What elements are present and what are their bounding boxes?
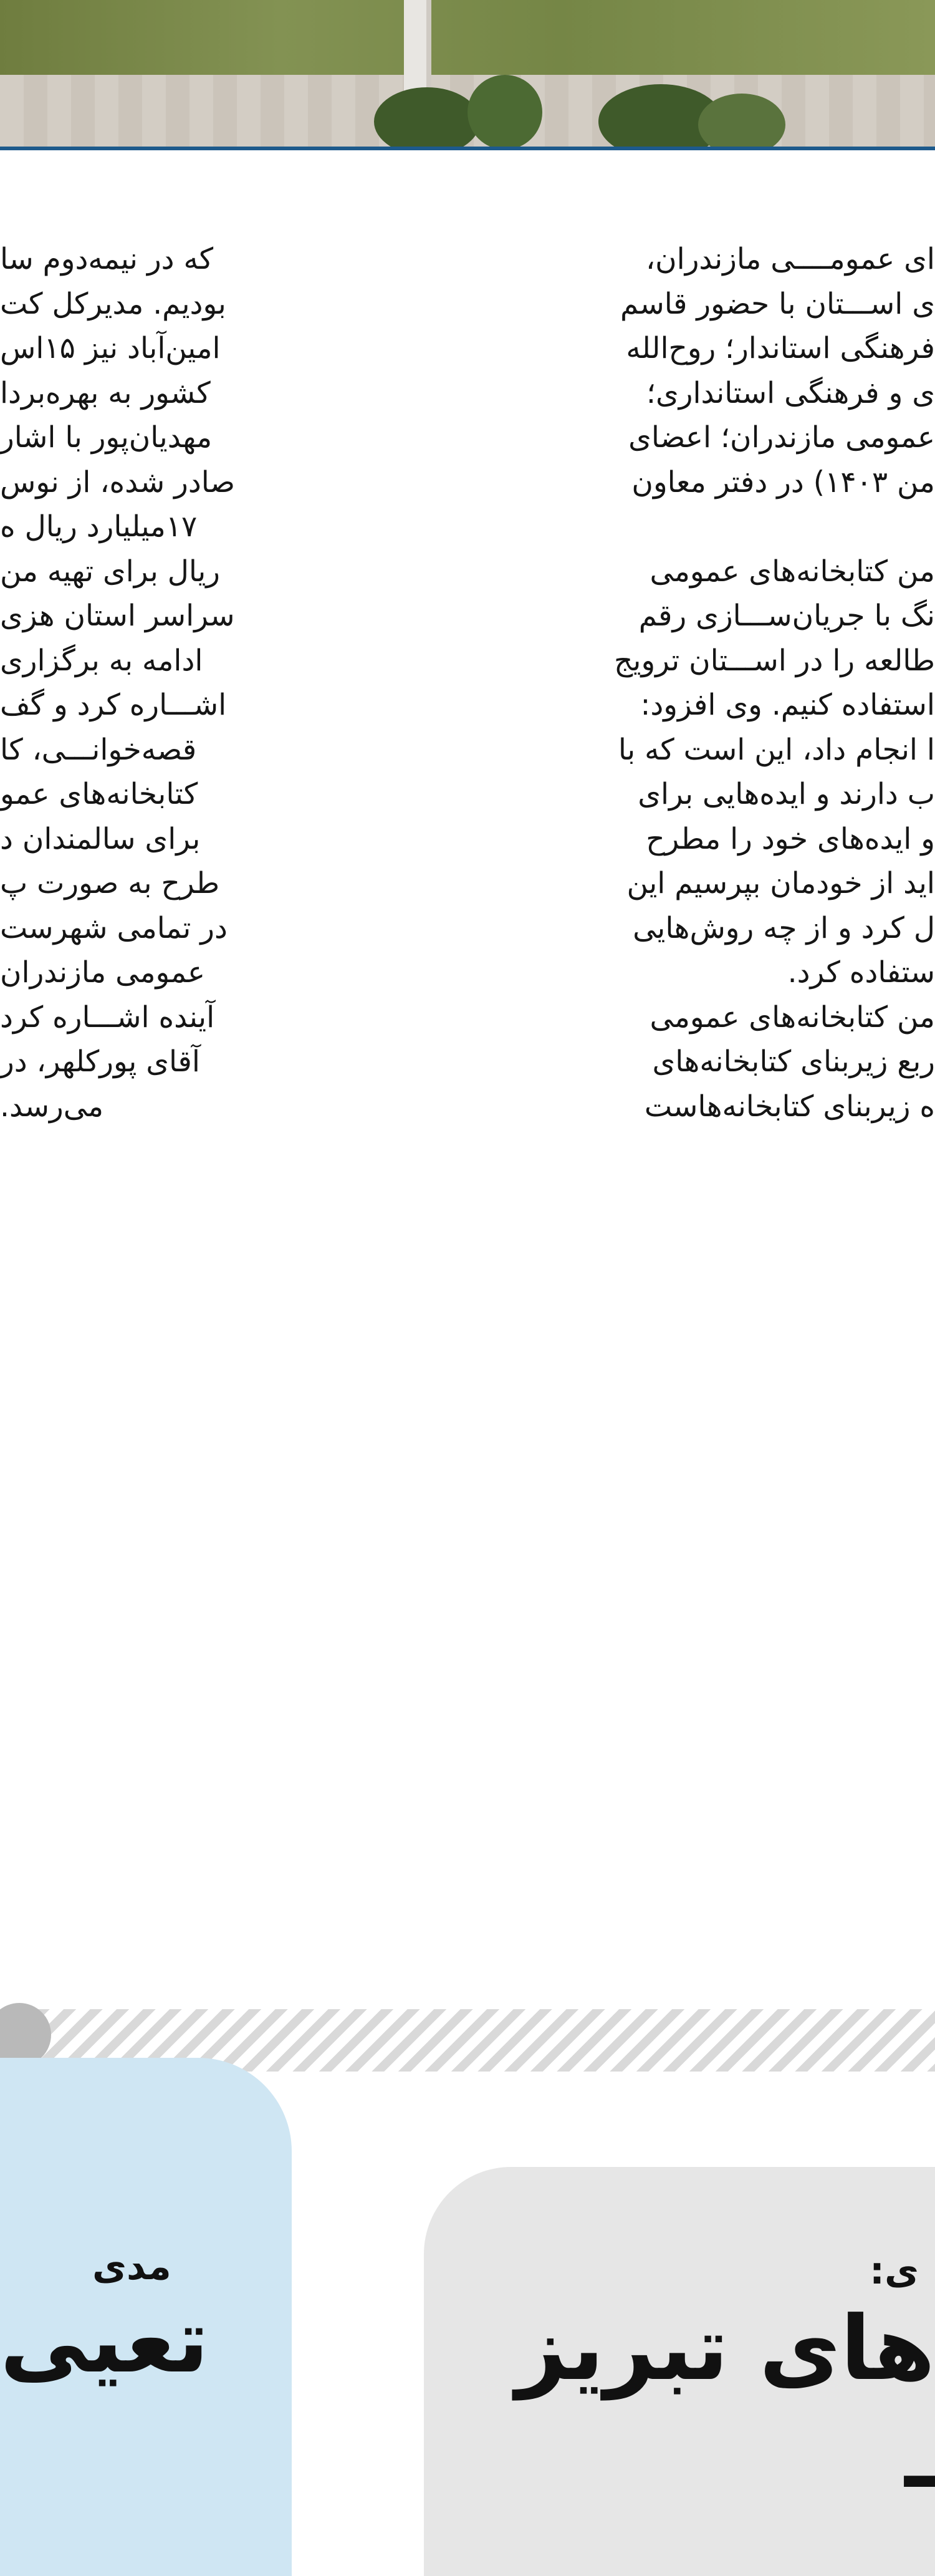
article-line: ب دارند و ایده‌هایی برای — [638, 777, 935, 811]
article-line: امین‌آباد نیز ۱۵اس — [0, 331, 221, 365]
article-line: مهدیان‌پور با اشار — [0, 420, 213, 455]
article-line: ل کرد و از چه روش‌هایی — [633, 910, 935, 945]
article-line: ستفاده کرد. — [787, 955, 935, 990]
article-column-right — [436, 237, 935, 1129]
article-photo — [0, 0, 935, 147]
article-line: اشـــاره کرد و گف — [0, 688, 227, 722]
article-line: عمومی مازندران — [0, 955, 205, 990]
photo-bottom-rule — [0, 147, 935, 150]
photo-bush — [467, 75, 542, 147]
article-line: ه زیربنای کتابخانه‌هاست — [644, 1089, 935, 1124]
right-box-headline-line1: های تبریز — [515, 2297, 935, 2400]
photo-grass — [0, 0, 935, 75]
article-line: قصه‌خوانـــی، کا — [0, 732, 197, 767]
article-line: می‌رسد. — [0, 1089, 104, 1124]
article-line: کشور به بهره‌بردا — [0, 375, 211, 410]
article-line: در تمامی شهرست — [0, 910, 228, 945]
article-line: استفاده کنیم. وی افزود: — [640, 688, 935, 722]
article-line: بودیم. مدیرکل کت — [0, 286, 226, 321]
article-line: ربع زیربنای کتابخانه‌های — [652, 1044, 935, 1079]
article-line: برای سالمندان د — [0, 821, 201, 856]
left-box-kicker: مدی — [92, 2245, 171, 2289]
article-line: اید از خودمان بپرسیم این — [626, 866, 935, 900]
next-article-box-left — [0, 2058, 292, 2576]
left-box-headline: تعیی — [0, 2290, 209, 2393]
article-line: کتابخانه‌های عمو — [0, 777, 198, 811]
article-line: سراسر استان هزی — [0, 599, 235, 633]
article-line: که در نیمه‌دوم سا — [0, 242, 214, 276]
article-line: طرح به صورت پ — [0, 866, 220, 900]
article-line: ی و فرهنگی استانداری؛ — [646, 375, 935, 410]
article-line: من کتابخانه‌های عمومی — [650, 554, 935, 589]
right-box-headline-line2: ـ — [904, 2405, 935, 2508]
article-line: عمومی مازندران؛ اعضای — [628, 420, 935, 455]
right-box-kicker: ی: — [870, 2249, 919, 2293]
article-line: صادر شده، از نوس — [0, 465, 236, 499]
article-line: آینده اشـــاره کرد — [0, 1000, 215, 1035]
article-line: آقای پورکلهر، در — [0, 1044, 200, 1079]
article-column-left — [0, 237, 357, 1129]
article-line: من کتابخانه‌های عمومی — [650, 1000, 935, 1035]
article-line: ا انجام داد، این است که با — [618, 732, 935, 767]
article-line: نگ با جریان‌ســـازی رقم — [638, 599, 935, 633]
article-line: طالعه را در اســـتان ترویج — [614, 643, 935, 678]
article-line: و ایده‌های خود را مطرح — [646, 821, 935, 856]
next-article-box-right — [424, 2167, 935, 2576]
article-line: ی اســـتان با حضور قاسم — [620, 286, 935, 321]
article-line — [436, 504, 935, 549]
article-line: ۱۷میلیارد ریال ه — [0, 509, 198, 544]
article-line: فرهنگی استاندار؛ روح‌الله — [626, 331, 935, 365]
article-line: ادامه به برگزاری — [0, 643, 203, 678]
article-line: من ۱۴۰۳) در دفتر معاون — [631, 465, 935, 499]
article-line: ریال برای تهیه من — [0, 554, 221, 589]
article-line: ای عمومــــی مازندران، — [645, 242, 935, 276]
